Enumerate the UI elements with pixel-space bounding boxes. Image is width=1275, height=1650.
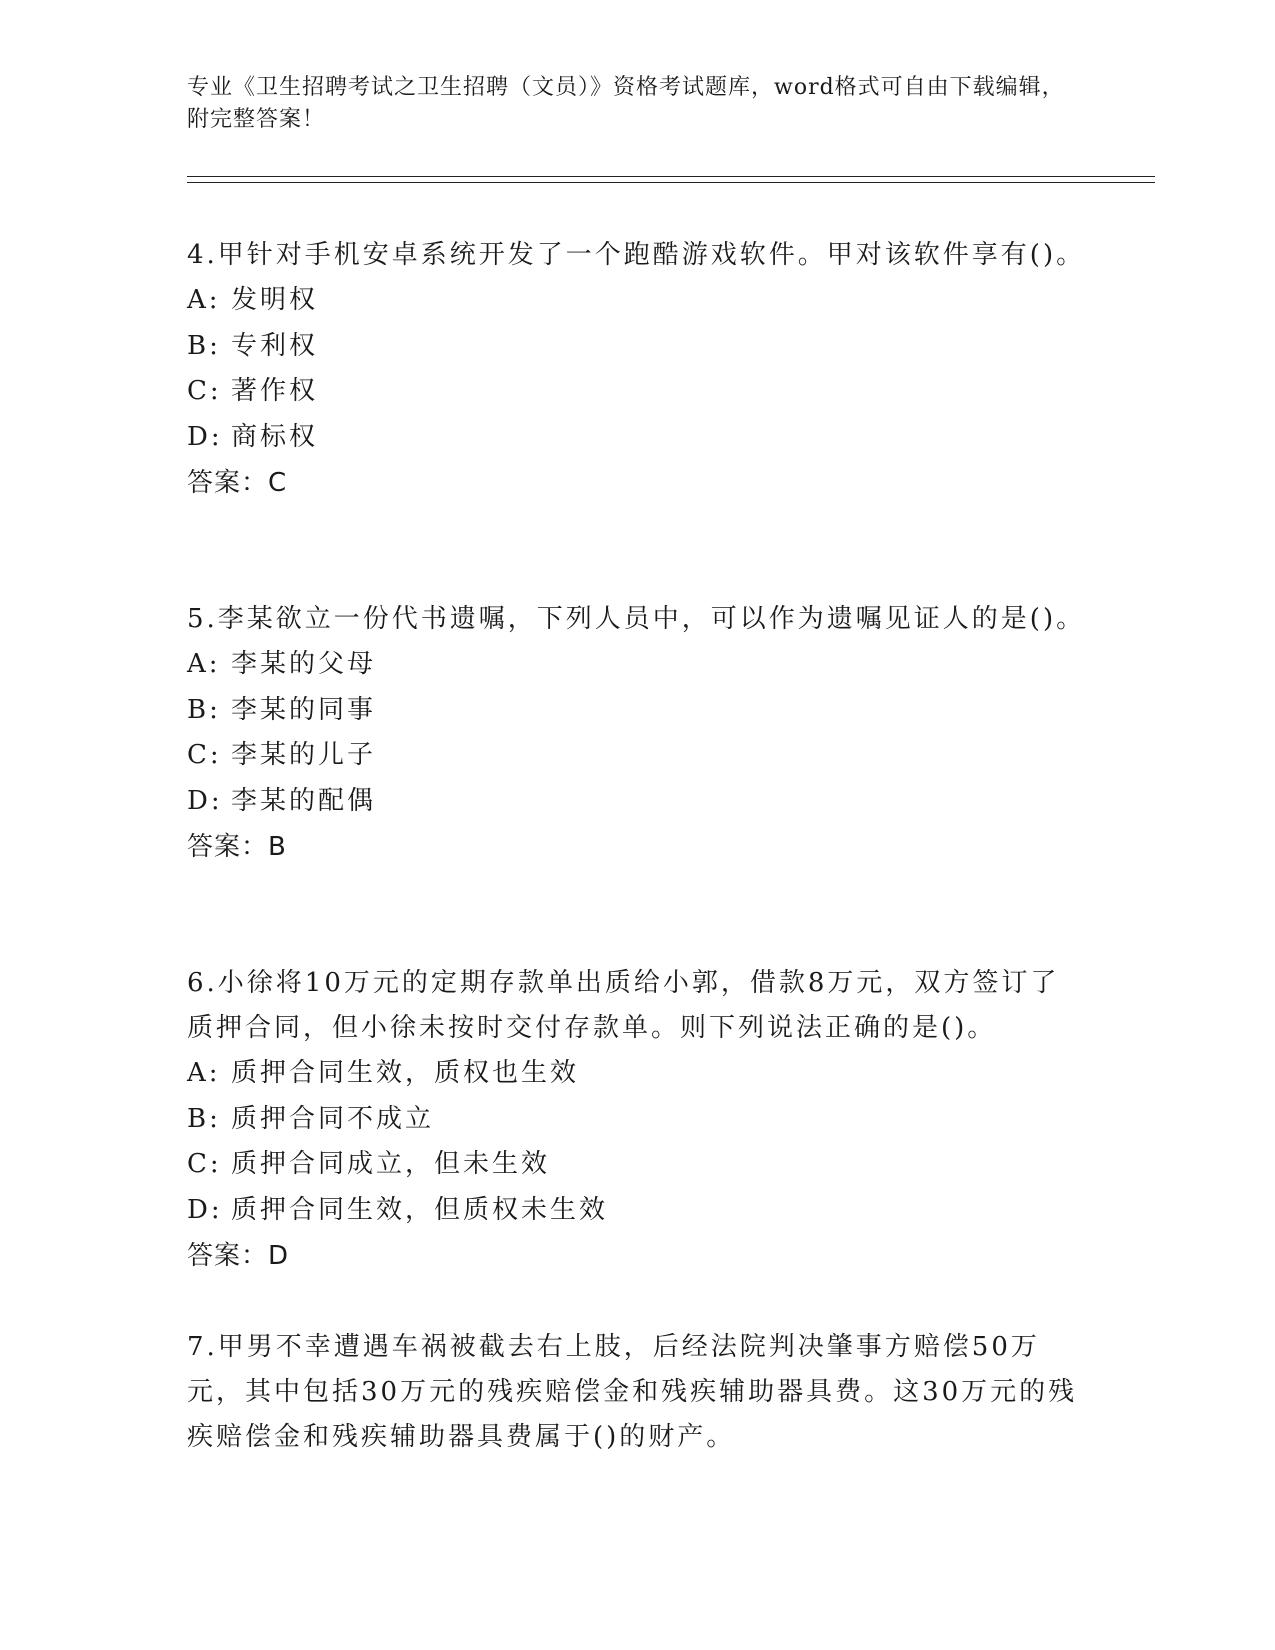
option-letter: C:	[187, 376, 222, 406]
option-text: 商标权	[231, 421, 319, 452]
answer-line: 答案：C	[187, 468, 288, 498]
header-divider-top	[187, 176, 1155, 177]
option-b	[187, 688, 1087, 734]
answer-line: 答案：D	[187, 1241, 290, 1271]
question-stem: 5.李某欲立一份代书遗嘱，下列人员中，可以作为遗嘱见证人的是()。	[187, 604, 1086, 634]
option-text: 李某的父母	[231, 649, 377, 679]
document-intro: 专业《卫生招聘考试之卫生招聘（文员）》资格考试题库，word格式可自由下载编辑，附完整答案！	[187, 75, 1065, 132]
question-5	[187, 597, 1087, 870]
option-letter: B:	[187, 1103, 221, 1134]
option-text: 著作权	[231, 376, 319, 406]
option-letter: D:	[187, 421, 223, 452]
answer-line: 答案：B	[187, 832, 287, 862]
option-letter: D:	[187, 1194, 223, 1225]
option-letter: D:	[187, 785, 223, 816]
question-stem: 6.小徐将10万元的定期存款单出质给小郭，借款8万元，双方签订了质押合同，但小徐未按时交付存款单。则下列说法正确的是()。	[187, 968, 1060, 1043]
option-text: 李某的配偶	[231, 785, 377, 816]
option-d	[187, 779, 1087, 825]
question-4	[187, 233, 1087, 506]
option-text: 李某的同事	[231, 694, 377, 725]
option-text: 质押合同生效，但质权未生效	[231, 1194, 609, 1225]
option-text: 发明权	[231, 285, 319, 315]
option-a	[187, 1051, 1087, 1097]
option-text: 质押合同生效，质权也生效	[231, 1058, 580, 1088]
question-7	[187, 1325, 1087, 1460]
question-6	[187, 961, 1087, 1279]
option-b	[187, 1097, 1087, 1143]
option-a	[187, 642, 1087, 688]
option-c	[187, 1142, 1087, 1188]
option-letter: B:	[187, 694, 221, 725]
option-letter: A:	[187, 285, 221, 315]
option-a	[187, 278, 1087, 324]
question-stem: 7.甲男不幸遭遇车祸被截去右上肢，后经法院判决肇事方赔偿50万元，其中包括30万元的残疾赔偿金和残疾辅助器具费。这30万元的残疾赔偿金和残疾辅助器具费属于()的财产。	[187, 1332, 1078, 1452]
option-b	[187, 324, 1087, 370]
option-letter: A:	[187, 649, 221, 679]
option-letter: C:	[187, 1149, 222, 1179]
option-text: 质押合同成立，但未生效	[231, 1149, 551, 1179]
option-d	[187, 1188, 1087, 1234]
option-c	[187, 369, 1087, 415]
question-stem: 4.甲针对手机安卓系统开发了一个跑酷游戏软件。甲对该软件享有()。	[187, 240, 1086, 270]
option-d	[187, 415, 1087, 461]
option-letter: B:	[187, 330, 221, 361]
option-c	[187, 733, 1087, 779]
option-text: 质押合同不成立	[231, 1103, 435, 1134]
option-text: 李某的儿子	[231, 740, 377, 770]
option-letter: C:	[187, 740, 222, 770]
option-letter: A:	[187, 1058, 221, 1088]
header-divider-bottom	[187, 182, 1155, 183]
option-text: 专利权	[231, 330, 319, 361]
